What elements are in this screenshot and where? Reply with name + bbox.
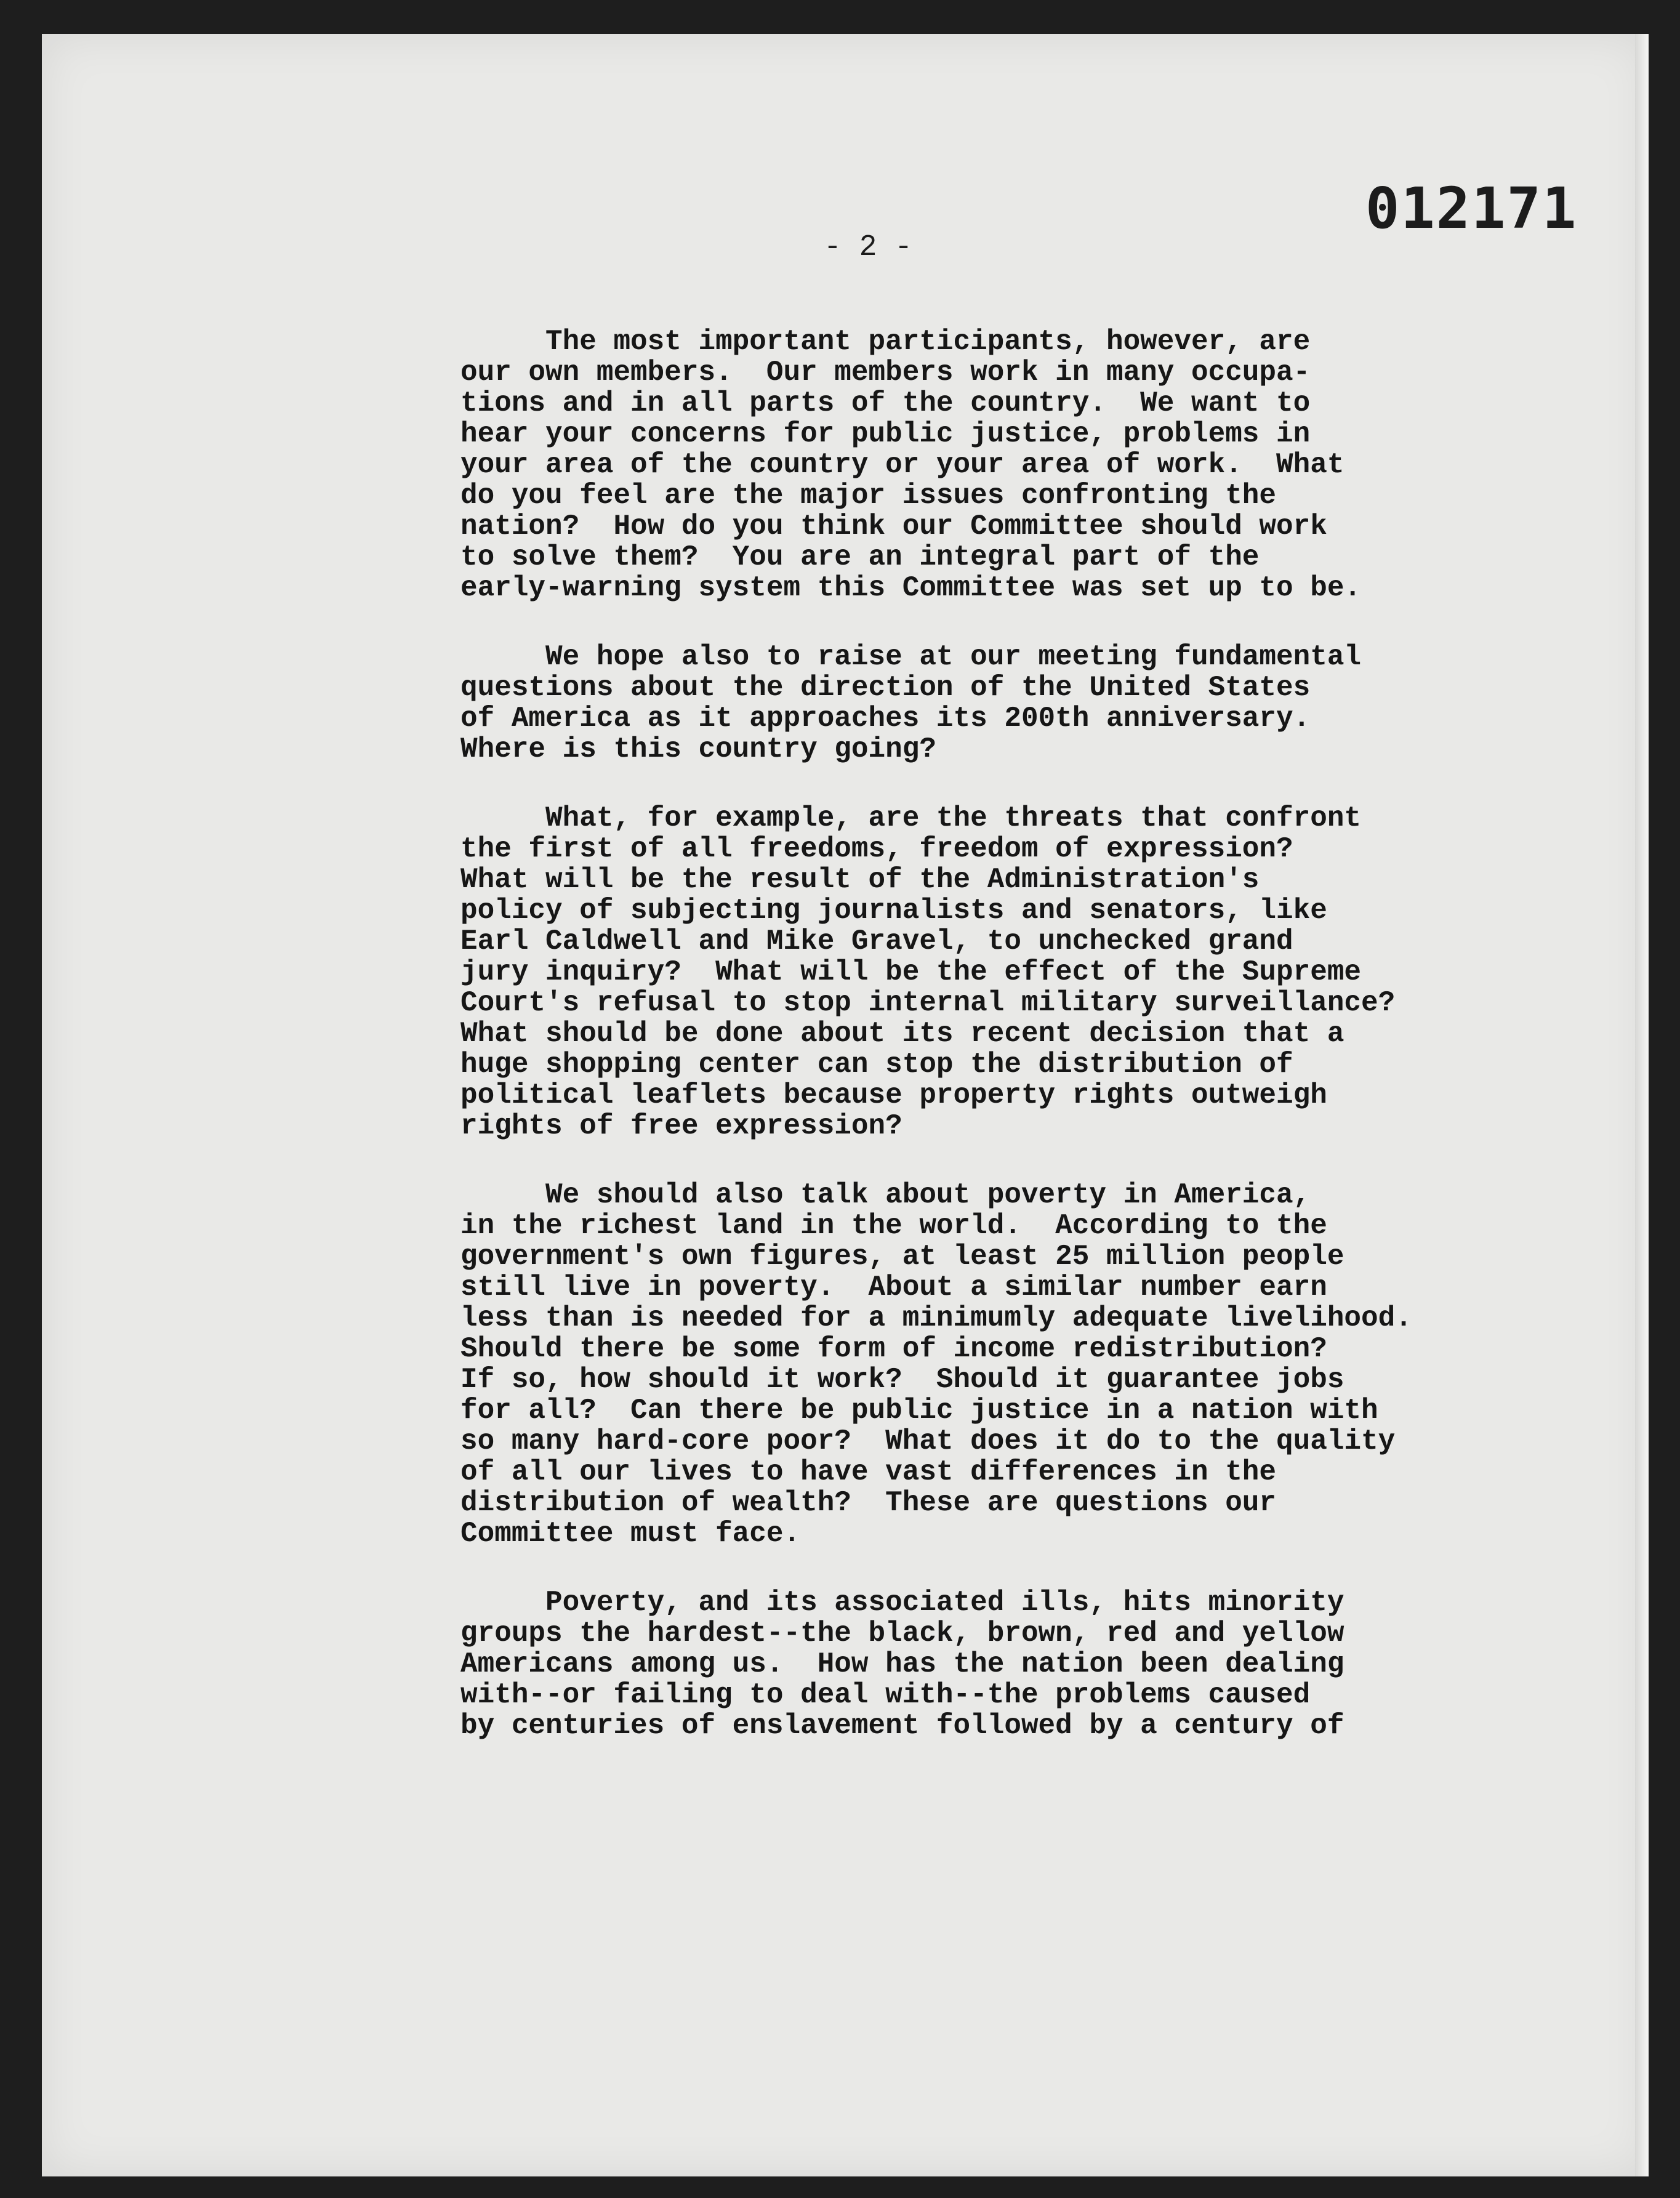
text-line: so many hard-core poor? What does it do to the quality <box>460 1425 1396 1457</box>
paragraph <box>460 803 1630 1141</box>
text-line: We hope also to raise at our meeting fundamental <box>460 641 1362 673</box>
text-line: political leaflets because property rights outweigh <box>460 1079 1327 1111</box>
document-body <box>460 326 1630 1779</box>
text-line: Poverty, and its associated ills, hits minority <box>460 1587 1344 1619</box>
document-number: 012171 <box>1365 175 1578 241</box>
paragraph <box>460 1587 1630 1741</box>
text-line: tions and in all parts of the country. We want to <box>460 387 1311 419</box>
text-line: Court's refusal to stop internal military surveillance? <box>460 987 1396 1019</box>
text-line: our own members. Our members work in many occupa- <box>460 356 1311 388</box>
text-line: jury inquiry? What will be the effect of the Supreme <box>460 956 1362 988</box>
text-line: the first of all freedoms, freedom of expression? <box>460 833 1293 865</box>
text-line: less than is needed for a minimumly adequate livelihood. <box>460 1302 1412 1334</box>
paragraph <box>460 642 1630 765</box>
text-line: still live in poverty. About a similar number earn <box>460 1271 1327 1303</box>
document-page <box>42 34 1649 2176</box>
text-line: Should there be some form of income redistribution? <box>460 1333 1327 1365</box>
paragraph <box>460 1180 1630 1549</box>
text-line: in the richest land in the world. According to the <box>460 1210 1327 1242</box>
text-line: nation? How do you think our Committee should work <box>460 510 1327 542</box>
text-line: The most important participants, however, are <box>460 326 1311 358</box>
text-line: rights of free expression? <box>460 1110 902 1142</box>
text-line: with--or failing to deal with--the problems caused <box>460 1679 1311 1711</box>
text-line: of America as it approaches its 200th anniversary. <box>460 702 1311 735</box>
text-line: Earl Caldwell and Mike Gravel, to unchecked grand <box>460 925 1293 957</box>
text-line: to solve them? You are an integral part of the <box>460 541 1260 573</box>
text-line: What, for example, are the threats that confront <box>460 802 1362 834</box>
text-line: What should be done about its recent decision that a <box>460 1018 1344 1050</box>
text-line: distribution of wealth? These are questions our <box>460 1487 1277 1519</box>
text-line: do you feel are the major issues confronting the <box>460 480 1277 512</box>
text-line: Where is this country going? <box>460 733 936 765</box>
text-line: We should also talk about poverty in America, <box>460 1179 1311 1211</box>
text-line: hear your concerns for public justice, problems in <box>460 418 1311 450</box>
text-line: Committee must face. <box>460 1518 801 1550</box>
page-number: - 2 - <box>824 231 913 264</box>
text-line: If so, how should it work? Should it guarantee jobs <box>460 1364 1344 1396</box>
text-line: policy of subjecting journalists and senators, like <box>460 895 1327 927</box>
text-line: What will be the result of the Administration's <box>460 864 1260 896</box>
text-line: huge shopping center can stop the distribution of <box>460 1049 1293 1081</box>
page-edge <box>1635 34 1649 2176</box>
paragraph <box>460 326 1630 603</box>
text-line: for all? Can there be public justice in a nation with <box>460 1395 1378 1427</box>
text-line: by centuries of enslavement followed by a century of <box>460 1710 1344 1742</box>
text-line: groups the hardest--the black, brown, red and yellow <box>460 1617 1344 1649</box>
text-line: government's own figures, at least 25 million people <box>460 1241 1344 1273</box>
text-line: Americans among us. How has the nation been dealing <box>460 1648 1344 1680</box>
text-line: questions about the direction of the United States <box>460 672 1311 704</box>
text-line: your area of the country or your area of work. What <box>460 449 1344 481</box>
text-line: of all our lives to have vast differences in the <box>460 1456 1277 1488</box>
text-line: early-warning system this Committee was set up to be. <box>460 572 1362 604</box>
